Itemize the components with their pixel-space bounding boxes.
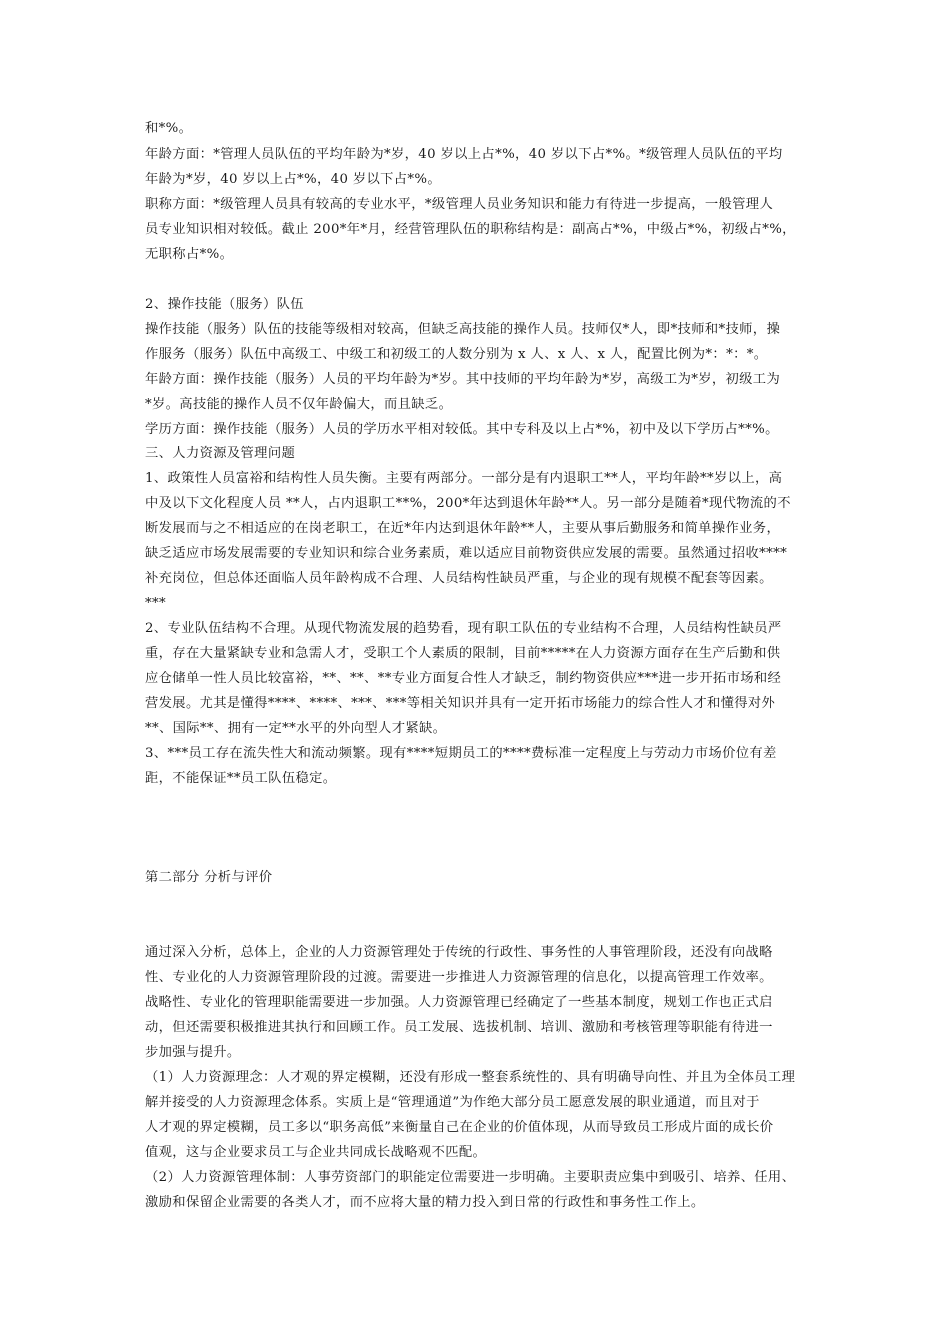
paragraph-line: 职称方面：*级管理人员具有较高的专业水平，*级管理人员业务知识和能力有待进一步提高，一般管理人 xyxy=(145,197,774,212)
paragraph-line: 步加强与提升。 xyxy=(145,1045,241,1060)
paragraph-line: *** xyxy=(145,596,166,611)
section-heading: 2、操作技能（服务）队伍 xyxy=(145,297,304,312)
paragraph-line: 3、***员工存在流失性大和流动频繁。现有****短期员工的****费标准一定程度上与劳动力市场价位有差 xyxy=(145,746,777,761)
paragraph-line: 年龄为*岁，40 岁以上占*%，40 岁以下占*%。 xyxy=(145,172,442,187)
paragraph-line: 员专业知识相对较低。截止 200*年*月，经营管理队伍的职称结构是：副高占*%，中级占*%，初级占*%， xyxy=(145,222,796,237)
paragraph-line: 营发展。尤其是懂得****、****、***、***等相关知识并具有一定开拓市场能力的综合性人才和懂得对外 xyxy=(145,696,776,711)
paragraph-line: 和*%。 xyxy=(145,121,193,136)
paragraph-line: *岁。高技能的操作人员不仅年龄偏大，而且缺乏。 xyxy=(145,397,453,412)
paragraph-line: 1、政策性人员富裕和结构性人员失衡。主要有两部分。一部分是有内退职工**人，平均年龄**岁以上，高 xyxy=(145,471,783,486)
paragraph-line: 激励和保留企业需要的各类人才，而不应将大量的精力投入到日常的行政性和事务性工作上。 xyxy=(145,1195,705,1210)
paragraph-line: 操作技能（服务）队伍的技能等级相对较高，但缺乏高技能的操作人员。技师仅*人，即*技师和*技师，操 xyxy=(145,322,781,337)
paragraph-line: 重，存在大量紧缺专业和急需人才，受职工个人素质的限制，目前*****在人力资源方面存在生产后勤和供 xyxy=(145,646,781,661)
paragraph-line: 性、专业化的人力资源管理阶段的过渡。需要进一步推进人力资源管理的信息化，以提高管理工作效率。 xyxy=(145,970,773,985)
paragraph-line: 通过深入分析，总体上，企业的人力资源管理处于传统的行政性、事务性的人事管理阶段，还没有向战略 xyxy=(145,945,773,960)
paragraph-line: 2、专业队伍结构不合理。从现代物流发展的趋势看，现有职工队伍的专业结构不合理，人员结构性缺员严 xyxy=(145,621,782,636)
section-heading: 三、人力资源及管理问题 xyxy=(145,446,296,461)
paragraph-line: （1）人力资源理念：人才观的界定模糊，还没有形成一整套系统性的、具有明确导向性、并且为全体员工理 xyxy=(145,1070,796,1085)
paragraph-line: 补充岗位，但总体还面临人员年龄构成不合理、人员结构性缺员严重，与企业的现有规模不配套等因素。 xyxy=(145,571,773,586)
part-heading: 第二部分 分析与评价 xyxy=(145,870,273,885)
paragraph-line: **、国际**、拥有一定**水平的外向型人才紧缺。 xyxy=(145,721,447,736)
paragraph-line: 距，不能保证**员工队伍稳定。 xyxy=(145,771,337,786)
paragraph-line: 年龄方面：操作技能（服务）人员的平均年龄为*岁。其中技师的平均年龄为*岁，高级工为*岁，初级工为 xyxy=(145,372,781,387)
paragraph-line: 无职称占*%。 xyxy=(145,247,234,262)
paragraph-line: 人才观的界定模糊，员工多以“职务高低”来衡量自己在企业的价值体现，从而导致员工形成片面的成长价 xyxy=(145,1120,774,1135)
paragraph-line: 断发展而与之不相适应的在岗老职工，在近*年内达到退休年龄**人，主要从事后勤服务和简单操作业务， xyxy=(145,521,781,536)
paragraph-line: 战略性、专业化的管理职能需要进一步加强。人力资源管理已经确定了一些基本制度，规划工作也正式启 xyxy=(145,995,773,1010)
paragraph-line: 作服务（服务）队伍中高级工、中级工和初级工的人数分别为 x 人、x 人、x 人，配置比例为*：*：*。 xyxy=(145,347,768,362)
paragraph-line: 学历方面：操作技能（服务）人员的学历水平相对较低。其中专科及以上占*%，初中及以下学历占**%。 xyxy=(145,422,779,437)
paragraph-line: 解并接受的人力资源理念体系。实质上是“管理通道”为作绝大部分员工愿意发展的职业通道，而且对于 xyxy=(145,1095,760,1110)
paragraph-line: 值观，这与企业要求员工与企业共同成长战略观不匹配。 xyxy=(145,1145,487,1160)
paragraph-line: 动，但还需要积极推进其执行和回顾工作。员工发展、选拔机制、培训、激励和考核管理等职能有待进一 xyxy=(145,1020,773,1035)
paragraph-line: （2）人力资源管理体制：人事劳资部门的职能定位需要进一步明确。主要职责应集中到吸引、培养、任用、 xyxy=(145,1170,796,1185)
paragraph-line: 中及以下文化程度人员 **人，占内退职工**%，200*年达到退休年龄**人。另一部分是随着*现代物流的不 xyxy=(145,496,791,511)
paragraph-line: 应仓储单一性人员比较富裕，**、**、**专业方面复合性人才缺乏，制约物资供应***进一步开拓市场和经 xyxy=(145,671,782,686)
paragraph-line: 缺乏适应市场发展需要的专业知识和综合业务素质，难以适应目前物资供应发展的需要。虽然通过招收**** xyxy=(145,546,788,561)
paragraph-line: 年龄方面：*管理人员队伍的平均年龄为*岁，40 岁以上占*%，40 岁以下占*%。*级管理人员队伍的平均 xyxy=(145,147,783,162)
